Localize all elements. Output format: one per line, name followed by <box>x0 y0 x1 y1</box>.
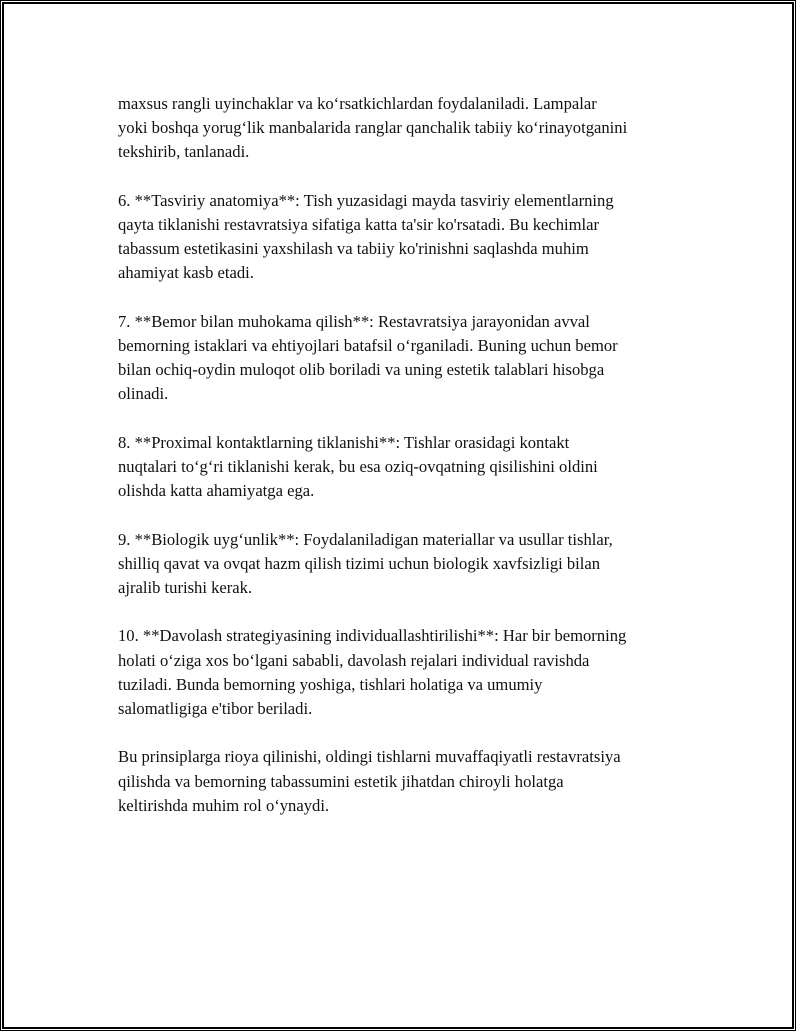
text-line: 7. **Bemor bilan muhokama qilish**: Restavratsiya jarayonidan avval <box>118 311 590 331</box>
text-line: 10. **Davolash strategiyasining individuallashtirilishi**: Har bir bemorning <box>118 626 627 646</box>
text-line: shilliq qavat va ovqat hazm qilish tizimi uchun biologik xavfsizligi bilan <box>118 553 601 573</box>
paragraph-intro-continuation <box>118 92 688 165</box>
paragraph-item-7 <box>118 310 688 407</box>
text-line: maxsus rangli uyinchaklar va koʻrsatkichlardan foydalaniladi. Lampalar <box>118 94 597 113</box>
text-line: ajralib turishi kerak. <box>118 578 253 597</box>
text-line: bemorning istaklari va ehtiyojlari batafsil oʻrganiladi. Buning uchun bemor <box>118 336 618 355</box>
text-line: salomatligiga e'tibor beriladi. <box>118 699 313 718</box>
text-line: tekshirib, tanlanadi. <box>118 142 250 162</box>
paragraph-conclusion <box>118 745 688 818</box>
text-line: qayta tiklanishi restavratsiya sifatiga katta ta'sir ko'rsatadi. Bu kechimlar <box>118 215 600 234</box>
text-line: bilan ochiq-oydin muloqot olib boriladi va uning estetik talablari hisobga <box>118 360 605 380</box>
text-line: qilishda va bemorning tabassumini estetik jihatdan chiroyli holatga <box>118 771 564 791</box>
text-line: nuqtalari toʻgʻri tiklanishi kerak, bu esa oziq-ovqatning qisilishini oldini <box>118 457 598 476</box>
text-line: holati oʻziga xos boʻlgani sababli, davolash rejalari individual ravishda <box>118 650 590 670</box>
paragraph-item-6 <box>118 189 688 286</box>
text-line: 6. **Tasviriy anatomiya**: Tish yuzasidagi mayda tasviriy elementlarning <box>118 190 614 210</box>
text-line: ahamiyat kasb etadi. <box>118 263 254 283</box>
text-line: Bu prinsiplarga rioya qilinishi, oldingi tishlarni muvaffaqiyatli restavratsiya <box>118 747 621 767</box>
text-line: olinadi. <box>118 384 169 404</box>
text-line: tuziladi. Bunda bemorning yoshiga, tishlari holatiga va umumiy <box>118 674 543 694</box>
paragraph-item-9 <box>118 528 688 601</box>
text-line: tabassum estetikasini yaxshilash va tabiiy ko'rinishni saqlashda muhim <box>118 239 589 259</box>
text-line: olishda katta ahamiyatga ega. <box>118 481 315 501</box>
paragraph-item-10 <box>118 624 688 721</box>
paragraph-item-8 <box>118 431 688 504</box>
text-line: 8. **Proximal kontaktlarning tiklanishi**: Tishlar orasidagi kontakt <box>118 432 570 452</box>
text-line: 9. **Biologik uygʻunlik**: Foydalaniladigan materiallar va usullar tishlar, <box>118 529 613 549</box>
text-line: keltirishda muhim rol oʻynaydi. <box>118 795 330 815</box>
text-line: yoki boshqa yorugʻlik manbalarida ranglar qanchalik tabiiy koʻrinayotganini <box>118 118 628 138</box>
document-body <box>118 92 688 842</box>
